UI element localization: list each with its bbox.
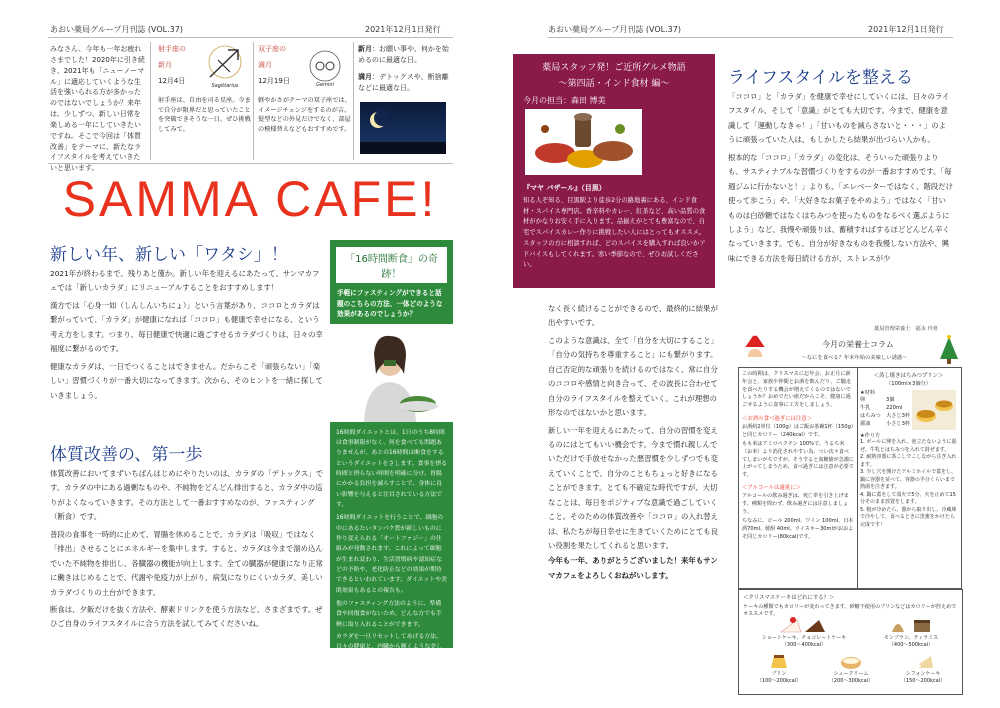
santa-icon: [738, 331, 772, 365]
section2-heading: 体質改善の、第一歩: [50, 445, 203, 465]
sagittarius-subtitle: 新月: [158, 61, 172, 69]
ingredient-row: [860, 412, 912, 420]
fasting-body: [336, 428, 447, 674]
cake-item: [815, 652, 887, 684]
cake-intro: ケーキの種類でもカロリーが変わってきます。砂糖不使用のプリンなどはカロリーが控えめでオススメです。: [743, 604, 957, 617]
ingredient-amount: 3個: [886, 397, 895, 403]
ingredient-name: はちみつ: [860, 413, 881, 420]
ingredient-name: 卵: [860, 397, 866, 403]
gemini-icon: [303, 48, 347, 88]
section1-heading: 新しい年、新しい「ワタシ」！: [50, 245, 288, 265]
gemini-title: 双子座の: [258, 45, 286, 53]
recipe-box: [856, 367, 962, 589]
ingredient-name: 醤油: [860, 421, 871, 428]
section1-p3: 健康なカラダは、一日でつくることはできません。だからこそ「頑張らない」「楽しい」習慣づくりが一番大切になってきます。次から、そのヒントを一緒に探していきましょう。: [50, 361, 323, 400]
pudding-icon: [767, 652, 791, 670]
section1-p1: 2021年が終わるまで、残りあと僅か。新しい年を迎えるにあたって、サンマカフェでは「新しいカラダ」にリニューアルすることをおすすめします！: [50, 269, 320, 293]
cream-puff-icon: [839, 652, 863, 670]
montblanc-icon: [886, 614, 936, 634]
sagittarius-date: 12月4日: [158, 77, 186, 85]
nutrition-column: [738, 325, 966, 695]
sagittarius-icon: [200, 42, 250, 89]
lifestyle-p1: 「ココロ」と「カラダ」を健康で幸せにしていくには、日々のライフスタイル、そして「意識」がとても大切です。今まで、健康を意識して「運動しなきゃ！」「甘いものを減らさないと・・・」のように頑張っていた人は、もしかしたら結果が出づらい人かも。: [728, 92, 950, 145]
recipe-step: 4. 鍋に蓋をして弱火で5分、火を止めて15分そのまま放置をします。: [860, 491, 956, 506]
nutrition-title: 今月の栄養士コラム: [822, 340, 894, 349]
gemini-date: 12月19日: [258, 77, 290, 85]
fasting-subtitle: 手軽にファスティングができると話題のこちらの方法、一体どのような効果があるのでしょうか？: [337, 289, 443, 319]
fasting-p2: 16時間ダイエットを行うことで、細胞の中にあるたいタンパク質が新しいものに作り変えられる「オートファジー」の仕組みが発動されます。これによって細胞が生まれ変わり、生活習慣病や認知症などの予防や、老化防止などの効果が期待できるといわれています。ダイエットや美肌効果もあるとの報告も。: [336, 515, 447, 594]
alcohol-text2: もも米はアミロペクチン 100%で、うるち米（お米）より消化されやすい為、つい次々食べてしまいがちですが、そうすると血糖値が急激に上がってしまうため、食べ過ぎには注意が必要です。: [742, 441, 855, 478]
cake-head: ＜クリスマスケーキはどれにする？＞: [743, 595, 835, 601]
cake-name-4: シフォンケーキ: [905, 671, 941, 677]
gemini-icon-label: Gemini: [316, 82, 334, 88]
full-moon-text: ：デトックスや、断捨離などに最適な日。: [358, 72, 449, 92]
continued-closing: 今年も一年、ありがとうございました！来年もサンマカフェをよろしくおねがいします。: [548, 556, 718, 580]
gourmet-person: 今月の担当：森田 博美: [523, 96, 606, 105]
cake-kcal-3: （200〜300kcal）: [828, 678, 874, 684]
gourmet-shop: 『マヤ バザール』（目黒）: [523, 184, 606, 192]
lifestyle-body: [728, 90, 953, 266]
fasting-box: [330, 240, 453, 671]
christmas-tree-icon: [938, 335, 960, 365]
moon-info: [358, 44, 453, 93]
drink-text2: ちなみに、ビール 200ml、ワイン 100ml、日本酒70ml、焼酎 40ml、ウイスキー30mlがおおよそ同じカロリー(80kcal)です。: [742, 518, 854, 540]
new-moon-label: 新月: [358, 45, 372, 53]
cake-kcal-4: （150〜200kcal）: [900, 678, 946, 684]
new-moon-text: ：お願い事や、何かを始めるのに最適な日。: [358, 45, 449, 64]
ingredients-list: [860, 396, 912, 428]
cake-kcal-1: （400〜500kcal）: [888, 642, 934, 648]
full-moon-label: 満月: [358, 72, 372, 81]
section1-body: [50, 267, 325, 403]
cake-name-0: ショートケーキ、チョコレートケーキ: [761, 635, 847, 641]
pudding-image: [912, 390, 956, 430]
sagittarius-title: 射手座の: [158, 45, 186, 53]
recipe-step: 2. 耐熱容器に茶こしでこしながら注ぎ入れます。: [860, 454, 957, 468]
cake-item: [743, 652, 815, 684]
recipe-step: 1. ボールに卵を入れ、泡立たないように混ぜ、牛乳とはちみつを入れて混ぜます。: [860, 439, 957, 453]
ingredient-amount: 220ml: [886, 405, 903, 412]
shortcake-icon: [779, 614, 829, 634]
steps-list: [860, 439, 957, 529]
spices-image: [525, 109, 642, 175]
gemini-subtitle: 満月: [258, 61, 272, 69]
left-header-title: あおい薬局グループ月刊誌 (VOL.37): [50, 25, 183, 34]
section1-p2: 漢方では「心身一如（しんしんいちにょ）」という言葉があり、ココロとカラダは繋がっていて、「カラダ」が健康になれば「ココロ」も健康で幸せになる、という考え方をします。つまり、毎日健康で快適に過ごすせるカラダづくりは、日々の幸福度に繋がるのです。: [50, 300, 323, 354]
nutrition-info-box: [738, 367, 858, 589]
lifestyle-p2: 根本的な「ココロ」「カラダ」の変化は、そういった頑張りよりも、サスティナブルな習慣づくりをするのが一番おすすめです。「毎週ジムに行かないと！」よりも、「エレベーターではなく、階段だけ使って歩こう」や、「大好きなお菓子をやめよう」ではなく「甘いものは白砂糖ではなくはちみつを使ったものをなるべく選ぶようにしよう」など、我慢や頑張りは、蓄積すればするほどどんどん辛くなっていきます。でも、自分が好きなものを我慢しない方法や、興味にできる方法を毎日続ける方が、ストレスが少: [728, 152, 953, 263]
fasting-p1: 16時間ダイエットとは、1日のうち8時間は食事制限がなく、何を食べても問題ありませんが、あとの16時間は断食をするというダイエットをさします。食事を摂る時間と摂らない時間を明確に分け、胃腸にかかる負担を減らすことで、身体に良い影響を与えると注目されている方法です。: [336, 429, 447, 508]
sagittarius-text: 射手座は、自由を司る星座。今まで自分が限界だと思っていたことを突破できそうな一日。ぜひ挑戦してみて。: [158, 97, 251, 133]
gourmet-box: [513, 54, 715, 288]
alcohol-text1: お酒約2単位（100g）はご飯お茶碗1杯（150g）と同じカロリー（240kcal）です。: [742, 423, 854, 438]
section2-p1: 体質改善においてまずいちばんはじめにやりたいのは、カラダの「デトックス」です。カラダの中にある過剰なものや、不純物をどんどん排出すると、カラダ中の巡りがよくなっていきます。その方法として一番おすすめなのが、ファスティング（断食）です。: [50, 469, 324, 522]
continued-body: [548, 302, 720, 583]
section2-body: [50, 467, 325, 632]
nutrition-author: 薬局管理栄養士 福永 玲喜: [874, 326, 938, 332]
right-header-date: 2021年12月1日発行: [868, 25, 944, 34]
recipe-step: 5. 粗が冷めたら、器から取り出し、冷蔵庫で冷やして、食べるときに黒蜜をかけたら完成です！: [860, 506, 957, 528]
ingredients-label: ★材料: [860, 390, 876, 396]
left-header-date: 2021年12月1日発行: [365, 25, 441, 34]
continued-p3: 新しい一年を迎えるにあたって、自分の習慣を変えるのにはとてもいい機会です。今まで慣れ親しんでいただけで手放せなかった悪習慣を少しずつでも変えていくことで、自分のこともちょっと好きになることができます。とても不確定な時代ですが、大切なことは、毎日をポジティブな意識で過ごしていくこと。そのための体質改善や「ココロ」の入れ替えは、私たちが毎日幸せに生きていくためにとても良い役割を果たしてくれると思います。: [548, 425, 718, 550]
ingredient-amount: 小さじ3杯: [886, 421, 911, 428]
section2-p3: 断食は、夕飯だけを抜く方法や、酵素ドリンクを使う方法など、さまざまです。ぜひご自身のライフスタイルに合う方法を試してみてくださいね。: [50, 604, 323, 629]
cake-kcal-2: （100〜200kcal）: [756, 678, 802, 684]
fasting-woman-image: [330, 324, 453, 422]
recipe-serve: （100ml×3個分）: [886, 381, 931, 387]
ingredient-name: 牛乳: [860, 405, 871, 412]
ingredient-row: [860, 420, 912, 428]
recipe-step: 3. 少し穴を開けたアルミホイルで蓋をし、鍋に容器を並べて、容器の半分くらいまで熱湯を注ぎます。: [860, 469, 957, 491]
lifestyle-heading: ライフスタイルを整える: [728, 68, 913, 88]
continued-p1: なく長く続けることができるので、最終的に結果が出やすいです。: [548, 304, 718, 328]
chiffon-cake-icon: [911, 652, 935, 670]
alcohol-head: ＜お酒の食べ過ぎには注意＞: [742, 415, 813, 422]
ingredient-row: [860, 396, 912, 404]
cake-box: [738, 589, 963, 695]
moon-night-image: [360, 102, 446, 154]
fasting-title: 「16時間断食」の奇跡！: [336, 247, 447, 283]
continued-p2: このような意識は、全て「自分を大切にすること」「自分の気持ちを尊重すること」にも繋がります。自己否定的な頑張りを続けるのではなく、常に自分のココロや感情と向き合って、その波長に合わせて自分のライフスタイルを整えていく。これが理想の形なのではないかと思います。: [548, 335, 718, 418]
sagittarius-icon-label: Sagittarius: [211, 83, 239, 89]
cake-item: [861, 614, 961, 648]
cake-name-2: プリン: [771, 671, 787, 677]
fasting-p3: 他のファスティング方法のように、準備食や回復食がないため、どんな方でも手軽に取り入れることができます。: [336, 600, 442, 628]
gourmet-text: 知る人ぞ知る、目黒駅より徒歩2分の路地裏にある、インド食材・スパイス専門店。香辛料やカレー、紅茶など、高い品質の食材がかなりお安く手に入ります。品揃えがとても豊富なので、自宅でスパイスカレー作りに挑戦したい人にはとってもオススメ。スタッフの方に相談すれば、どのスパイスを購入すれば良いかアドバイスもしてくれます。寒い季節なので、ぜひお試しください。: [523, 197, 706, 269]
gourmet-title-line2: 〜第四話・インド食材 編〜: [558, 79, 670, 89]
cake-item: [749, 614, 859, 648]
intro-text: みなさん、今年も一年お疲れさまでした！2020年に引き続き、2021年も「ニューノーマル」に適応していくような生活を強いられる方が多かったのではないでしょうか？来年は、少しずつ、新しい日常を楽しめる一年にしていきたいですね。そこで今回は「体質改善」をテーマに、新たなライフスタイルを考えていきたいと思います。: [50, 45, 145, 173]
cake-item: [887, 652, 959, 684]
cafe-title: SAMMA CAFE!: [62, 171, 438, 227]
recipe-head: ＜蒸し焼きはちみつプリン＞: [873, 373, 944, 379]
section2-p2: 普段の食事を一時的に止めて、胃腸を休めることで、カラダは「吸収」ではなく「排出」させることにエネルギーを集中します。すると、カラダは今まで溜め込んでいた不純物を排出し、各臓器の機能が向上します。全ての臓器が健康になり正常に働きはじめることで、代謝や免疫力が上がり、病気になりにくいカラダ、美しいカラダづくりの土台ができます。: [50, 529, 323, 597]
cake-name-3: シュークリーム: [833, 671, 869, 677]
drink-head: ＜アルコールは適量に＞: [742, 485, 801, 492]
ingredient-amount: 大さじ3杯: [886, 413, 911, 420]
gourmet-title-line1: 薬局スタッフ発！ご近所グルメ物語: [542, 63, 686, 73]
drink-text1: アルコールの飲み過ぎは、死亡率を引き上げます。種類を問わず、飲み過ぎには注意しましょう。: [742, 493, 849, 515]
gemini-text: 軽やかさがテーマの双子座では、イメージチェンジをするのが吉。髪型などの外見だけでなく、部屋の模様替えなどもおすすめです。: [258, 97, 351, 133]
cake-name-1: モンブラン、ティラミス: [883, 635, 939, 641]
fasting-p4: カラダを一旦リセットしてあげる方法、日々の健康と、内臓から輝くような美しさを手に入れたい方は、ぜひお試しください！: [336, 633, 443, 671]
nutrition-subtitle: 〜なにを食べる？年末年始の美味しい誘惑〜: [801, 355, 908, 361]
cake-kcal-0: （300〜400kcal）: [781, 642, 827, 648]
steps-label: ★作り方: [860, 433, 881, 440]
nutrition-intro: この時期は、クリスマスに忘年会、お正月に新年会と、家族や仲間とお酒を飲んだり、ご馳走を食べたりする機会が増えてくるのではないでしょうか？おめでたい席だからこそ、健康に過ごせるように食事に工夫をしましょう。: [742, 371, 851, 409]
right-header-title: あおい薬局グループ月刊誌 (VOL.37): [548, 25, 681, 34]
ingredient-row: [860, 404, 912, 412]
